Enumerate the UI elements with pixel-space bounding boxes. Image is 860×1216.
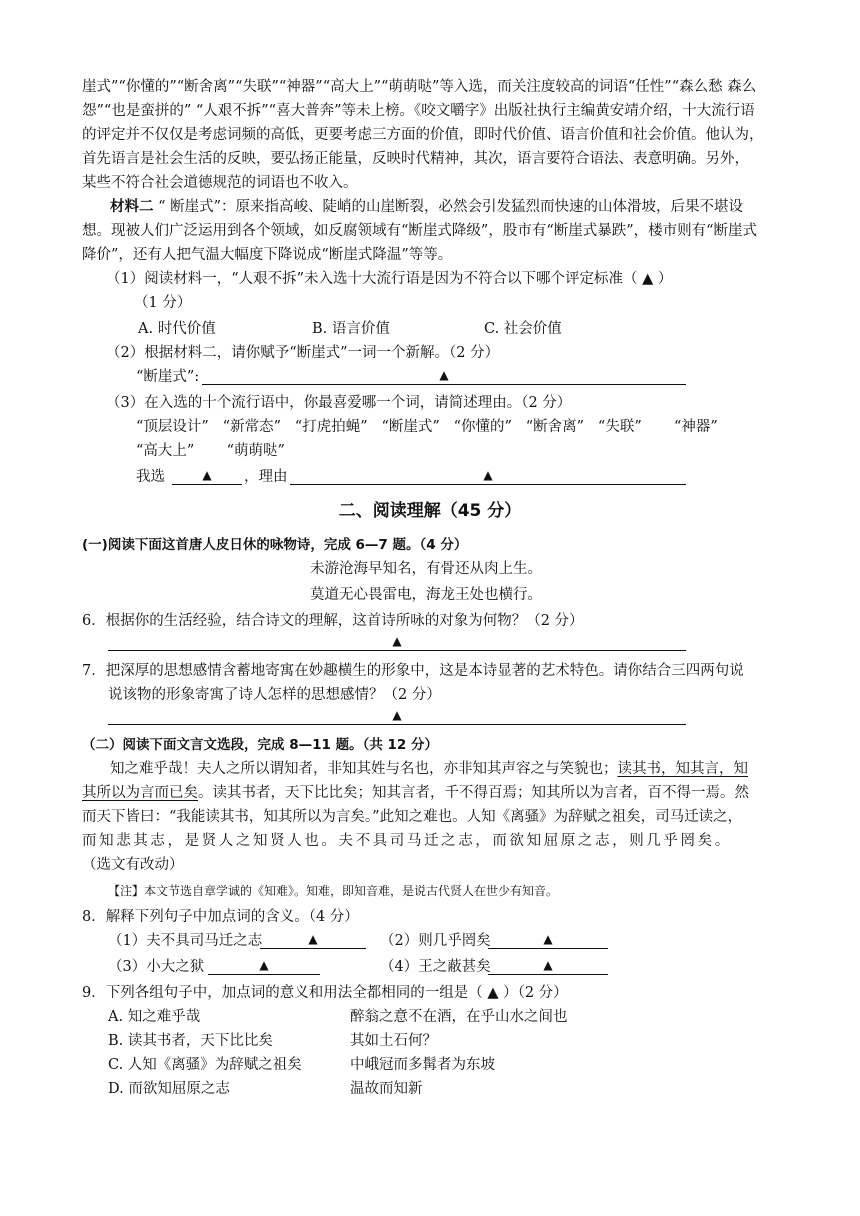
q7-answer-blank[interactable] [108,706,686,725]
q3-words-line2: “高大上” “萌萌哒” [136,443,285,459]
q8-item4-blank[interactable] [488,956,608,975]
q8-item2: （2）则几乎罔矣 [380,933,491,949]
q9-option-c-right: 中峨冠而多髯者为东坡 [350,1057,495,1073]
q8-item3: （3）小大之狱 [108,959,205,975]
q6-stem: 6．根据你的生活经验，结合诗文的理解，这首诗所咏的对象为何物？（2 分） [82,613,584,629]
part2-title: （二）阅读下面文言文选段，完成 8—11 题。（共 12 分） [82,737,439,753]
para1-line3: 的评定并不仅仅是考虑词频的高低，更要考虑三方面的价值，即时代价值、语言价值和社会价值。他认为， [82,127,764,143]
q9-option-c-left: C. 人知《离骚》为辞赋之祖矣 [108,1057,302,1073]
answer-marker: ▲ [308,932,318,946]
q9-option-b-left: B. 读其书者，天下比比矣 [108,1033,273,1049]
material2-text1: “ 断崖式”：原来指高峻、陡峭的山崖断裂，必然会引发猛烈而快速的山体滑坡，后果不堪设 [158,199,744,215]
q9-stem: 9．下列各组句子中，加点词的意义和用法全都相同的一组是（ ▲ ）（2 分） [82,985,568,1001]
q8-item4: （4）王之蔽甚矣 [380,959,491,975]
q2-stem: （2）根据材料二，请你赋予“断崖式”一词一个新解。（2 分） [106,345,500,361]
q8-item3-blank[interactable] [208,956,320,975]
q3-stem: （3）在入选的十个流行语中，你最喜爱哪一个词，请简述理由。（2 分） [106,395,572,411]
q8-stem: 8．解释下列句子中加点词的含义。（4 分） [82,909,359,925]
answer-marker: ▲ [392,634,402,648]
answer-marker: ▲ [202,468,212,482]
q9-option-d-left: D. 而欲知屈原之志 [108,1081,230,1097]
material2-line1 [110,196,743,218]
classical-note: 【注】本文节选自章学诚的《知难》。知难，即知音难，是说古代贤人在世少有知音。 [108,884,559,898]
answer-marker: ▲ [543,958,553,972]
para1-line4: 首先语言是社会生活的反映，要弘扬正能量，反映时代精神，其次，语言要符合语法、表意明确。另外， [82,151,749,167]
answer-marker: ▲ [259,958,269,972]
q3-choose-label: 我选 [136,469,165,485]
material2-label: 材料二 [110,198,154,215]
q3-words-line1: “顶层设计” “新常态” “打虎拍蝇” “断崖式” “你懂的” “断舍离” “失联” “神器” [136,419,718,435]
para1-line5: 某些不符合社会道德规范的词语也不收入。 [82,175,358,191]
q2-prefix: “断崖式”: [136,369,200,385]
part1-title: (一)阅读下面这首唐人皮日休的咏物诗，完成 6—7 题。（4 分） [82,537,468,553]
answer-marker: ▲ [439,368,449,382]
classical-line3: 而天下皆曰：“我能读其书，知其所以为言矣。”此知之难也。人知《离骚》为辞赋之祖矣，司马迁读之， [82,809,743,825]
q8-item1-blank[interactable] [260,930,366,949]
classical-line2 [82,782,749,804]
q1-stem: （1）阅读材料一，“人艰不拆”未入选十大流行语是因为不符合以下哪个评定标准（ ▲ ） [106,271,673,287]
classical-underlined-1: 读其书，知其言，知 [617,761,748,777]
q1-option-c: C. 社会价值 [484,321,562,337]
q7-stem-line2: 说该物的形象寄寓了诗人怎样的思想感情？（2 分） [108,687,441,703]
q9-option-a-right: 醉翁之意不在酒，在乎山水之间也 [350,1009,568,1025]
section-heading: 二、阅读理解（45 分） [338,501,522,521]
material2-line2: 想。现被人们广泛运用到各个领域，如反腐领域有“断崖式降级”，股市有“断崖式暴跌”，楼市则有“断崖式 [82,223,758,239]
q3-choice-blank[interactable] [172,466,242,485]
answer-marker: ▲ [483,468,493,482]
classical-line4: 而知悲其志，是贤人之知贤人也。夫不具司马迁之志，而欲知屈原之志，则几乎罔矣。 [82,833,732,849]
q1-option-b: B. 语言价值 [312,321,390,337]
q1-option-a: A. 时代价值 [138,321,216,337]
classical-line1-text: 知之难乎哉！夫人之所以谓知者，非知其姓与名也，亦非知其声容之与笑貌也； [110,761,618,777]
poem-line2: 莫道无心畏雷电，海龙王处也横行。 [310,587,542,603]
answer-marker: ▲ [543,932,553,946]
classical-source: （选文有改动） [82,857,184,873]
para1-line2: 怨”“也是蛮拼的” “人艰不拆”“喜大普奔”等未上榜。《咬文嚼字》出版社执行主编黄安靖介绍，十大流行语 [82,103,755,119]
para1-line1: 崖式”“你懂的”“断舍离”“失联”“神器”“高大上”“萌萌哒”等入选，而关注度较高的词语“任性”“森么愁 森么 [82,79,757,95]
q2-answer-blank[interactable] [202,366,686,385]
q8-item2-blank[interactable] [488,930,608,949]
answer-marker: ▲ [392,708,402,722]
q7-stem-line1: 7．把深厚的思想感情含蓄地寄寓在妙趣横生的形象中，这是本诗显著的艺术特色。请你结合三四两句说 [82,663,744,679]
classical-line2-text: 。读其书者，天下比比矣；知其言者，千不得百焉；知其所以为言者，百不得一焉。然 [198,785,749,801]
q9-option-a-left: A. 知之难乎哉 [108,1009,201,1025]
material2-line3: 降价”，还有人把气温大幅度下降说成“断崖式降温”等等。 [82,247,453,263]
q6-answer-blank[interactable] [108,632,686,651]
q9-option-b-right: 其如土石何？ [350,1033,437,1049]
q1-score: （1 分） [134,295,192,311]
q8-item1: （1）夫不具司马迁之志 [108,933,263,949]
q3-reason-blank[interactable] [290,466,686,485]
q3-reason-label: ，理由 [244,469,288,485]
classical-line1 [110,758,748,780]
poem-line1: 未游沧海早知名，有骨还从肉上生。 [310,561,542,577]
q9-option-d-right: 温故而知新 [350,1081,423,1097]
classical-underlined-2: 其所以为言而已矣 [82,785,198,801]
